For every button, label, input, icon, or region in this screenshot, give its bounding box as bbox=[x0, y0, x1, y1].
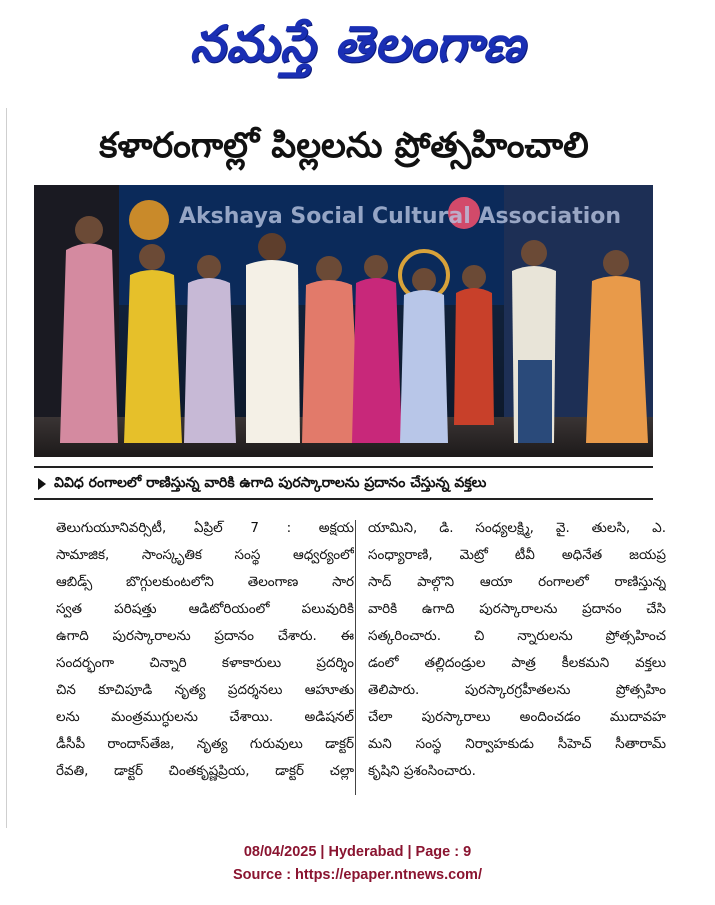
article-line: యామిని, డి. సంధ్యలక్ష్మి, వై. తులసి, ఎ. bbox=[368, 520, 666, 536]
article-line: సంధ్యారాణి, మెట్రో టీవీ అధినేత జయప్ర bbox=[368, 547, 666, 563]
article-line: ఉగాది పురస్కారాలను ప్రదానం చేశారు. ఈ bbox=[56, 628, 354, 644]
article-headline bbox=[34, 118, 654, 174]
masthead-title: నమస్తే తెలంగాణ bbox=[189, 14, 526, 73]
deity-frame-icon bbox=[129, 200, 169, 240]
person bbox=[184, 255, 236, 443]
person bbox=[60, 216, 118, 443]
photo-banner-text: Akshaya Social Cultural Association bbox=[179, 204, 622, 229]
article-photo bbox=[34, 185, 653, 457]
person bbox=[352, 255, 402, 443]
person bbox=[246, 233, 300, 443]
article-line: డంలో తల్లిదండ్రుల పాత్ర కీలకమని వక్తలు bbox=[368, 655, 666, 671]
article-line: తెలిపారు. పురస్కారగ్రహీతలను ప్రోత్సహిం bbox=[368, 682, 666, 698]
page-margin-rule bbox=[6, 108, 7, 828]
article-line: సందర్భంగా చిన్నారి కళాకారులు ప్రదర్శిం bbox=[56, 655, 354, 671]
masthead bbox=[0, 4, 715, 84]
article-line: తెలుగుయూనివర్సిటీ, ఏప్రిల్ 7 : అక్షయ bbox=[56, 520, 354, 536]
person bbox=[400, 268, 448, 443]
person bbox=[512, 240, 556, 443]
article-line: డీసీపీ రాందాస్‌తేజ, నృత్య గురువులు డాక్టర్ bbox=[56, 736, 354, 752]
edition-info: 08/04/2025 | Hyderabad | Page : 9 bbox=[243, 844, 472, 860]
article-line: చేలా పురస్కారాలు అందించడం ముదావహ bbox=[368, 709, 666, 725]
article-line: స్వత పరిషత్తు ఆడిటోరియంలో పలువురికి bbox=[56, 601, 354, 617]
article-column-left bbox=[56, 515, 354, 785]
column-divider bbox=[355, 520, 356, 795]
article-line: మని సంస్థ నిర్వాహకుడు సీహెచ్ సీతారామ్ bbox=[368, 736, 666, 752]
article-line: ఆబిడ్స్ బొగ్గులకుంటలోని తెలంగాణ సార bbox=[56, 574, 354, 590]
headline-text: కళారంగాల్లో పిల్లలను ప్రోత్సహించాలి bbox=[99, 126, 589, 166]
article-line: వారికి ఉగాది పురస్కారాలను ప్రదానం చేసి bbox=[368, 601, 666, 617]
article-line: లను మంత్రముగ్ధులను చేశాయి. అడిషనల్ bbox=[56, 709, 354, 725]
article-column-right bbox=[368, 515, 666, 785]
photo-caption bbox=[34, 466, 653, 500]
article-line: సత్కరించారు. చి న్నారులను ప్రోత్సహించ bbox=[368, 628, 666, 644]
caption-arrow-icon bbox=[38, 478, 46, 490]
event-photo-illustration bbox=[34, 185, 653, 457]
article-line: సామాజిక, సాంస్కృతిక సంస్థ ఆధ్వర్యంలో bbox=[56, 547, 354, 563]
source-link[interactable]: Source : https://epaper.ntnews.com/ bbox=[233, 867, 482, 883]
article-line: సాద్ పాల్గొని ఆయా రంగాలలో రాణిస్తున్న bbox=[368, 574, 666, 590]
article-line: రేవతి, డాక్టర్ చింతకృష్ణప్రియ, డాక్టర్ చల్లా bbox=[56, 763, 354, 779]
article-line: చిన కూచిపూడి నృత్య ప్రదర్శనలు ఆహూతు bbox=[56, 682, 354, 698]
caption-text: వివిధ రంగాలలో రాణిస్తున్న వారికి ఉగాది పురస్కారాలను ప్రదానం చేస్తున్న వక్తలు bbox=[54, 475, 487, 491]
article-line: కృషిని ప్రశంసించారు. bbox=[368, 763, 476, 779]
